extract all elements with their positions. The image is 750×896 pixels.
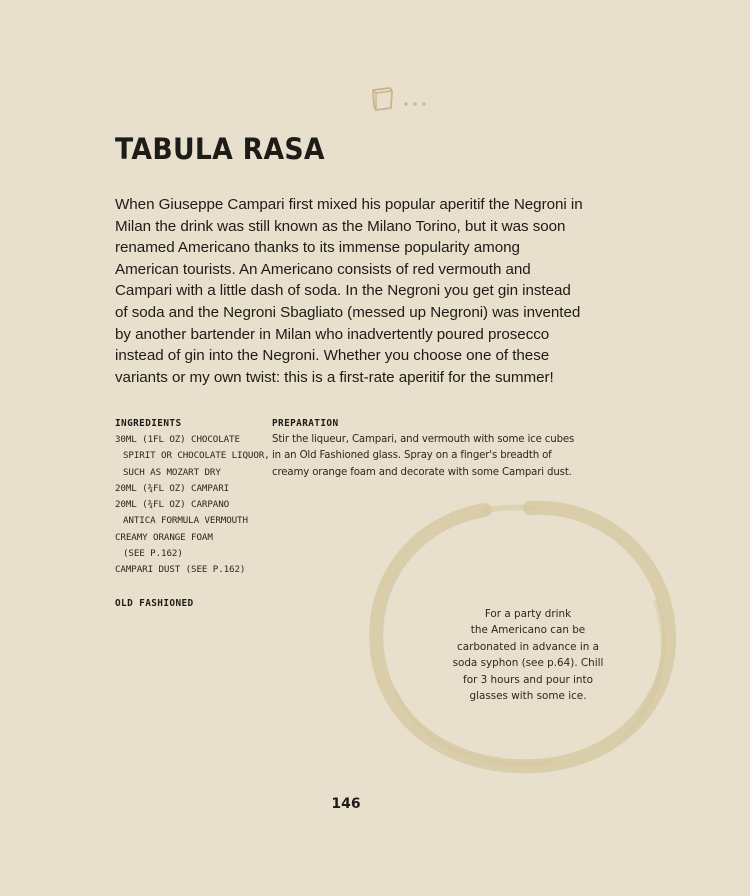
ingredient-line-continuation: ANTICA FORMULA VERMOUTH — [123, 515, 248, 527]
ingredient-line-continuation: SUCH AS MOZART DRY — [123, 466, 221, 478]
preparation-heading: PREPARATION — [272, 418, 339, 429]
ingredient-line: CREAMY ORANGE FOAM — [115, 531, 213, 543]
ingredients-list — [115, 432, 275, 579]
recipe-title: TABULA RASA — [115, 132, 325, 166]
ingredient-line: 20ML (¾FL OZ) CAMPARI — [115, 482, 230, 494]
glass-type-label: OLD FASHIONED — [115, 598, 194, 609]
ingredient-line: CAMPARI DUST (SEE P.162) — [115, 564, 246, 576]
tip-text: For a party drink the Americano can be carbonated in advance in a soda syphon (see p.64). Chill for 3 hours and pour into glasses with some ice. — [452, 608, 604, 703]
page-number: 146 — [331, 796, 361, 812]
ingredient-line: 20ML (¾FL OZ) CARPANO — [115, 499, 230, 511]
ingredients-section — [115, 418, 275, 579]
ingredient-line — [115, 465, 275, 481]
ingredients-heading: INGREDIENTS — [115, 418, 182, 429]
ingredient-line-continuation: SPIRIT OR CHOCOLATE LIQUOR, — [123, 450, 270, 462]
glass-icon — [370, 84, 436, 112]
ingredient-line — [115, 448, 275, 464]
intro-paragraph: When Giuseppe Campari first mixed his popular aperitif the Negroni in Milan the drink was still known as the Milano Torino, but it was soon renamed Americano thanks to its immense popularity among American tourists. An Americano consists of red vermouth and Campari with a little dash of soda. In the Negroni you get gin instead of soda and the Negroni Sbagliato (messed up Negroni) was invented by another bartender in Milan who inadvertently poured prosecco instead of gin into the Negroni. Whether you choose one of these variants or my own twist: this is a first-rate aperitif for the summer! — [115, 196, 583, 386]
glass-type — [115, 598, 194, 612]
ingredient-line-continuation: (SEE P.162) — [123, 548, 183, 560]
ingredient-line — [115, 513, 275, 529]
ingredient-line — [115, 546, 275, 562]
preparation-section — [272, 418, 582, 481]
ingredient-line: 30ML (1FL OZ) CHOCOLATE — [115, 434, 240, 445]
preparation-text: Stir the liqueur, Campari, and vermouth with some ice cubes in an Old Fashioned glass. Spray on a finger's breadth of creamy orange foam and decorate with some Campari dust. — [272, 434, 575, 478]
